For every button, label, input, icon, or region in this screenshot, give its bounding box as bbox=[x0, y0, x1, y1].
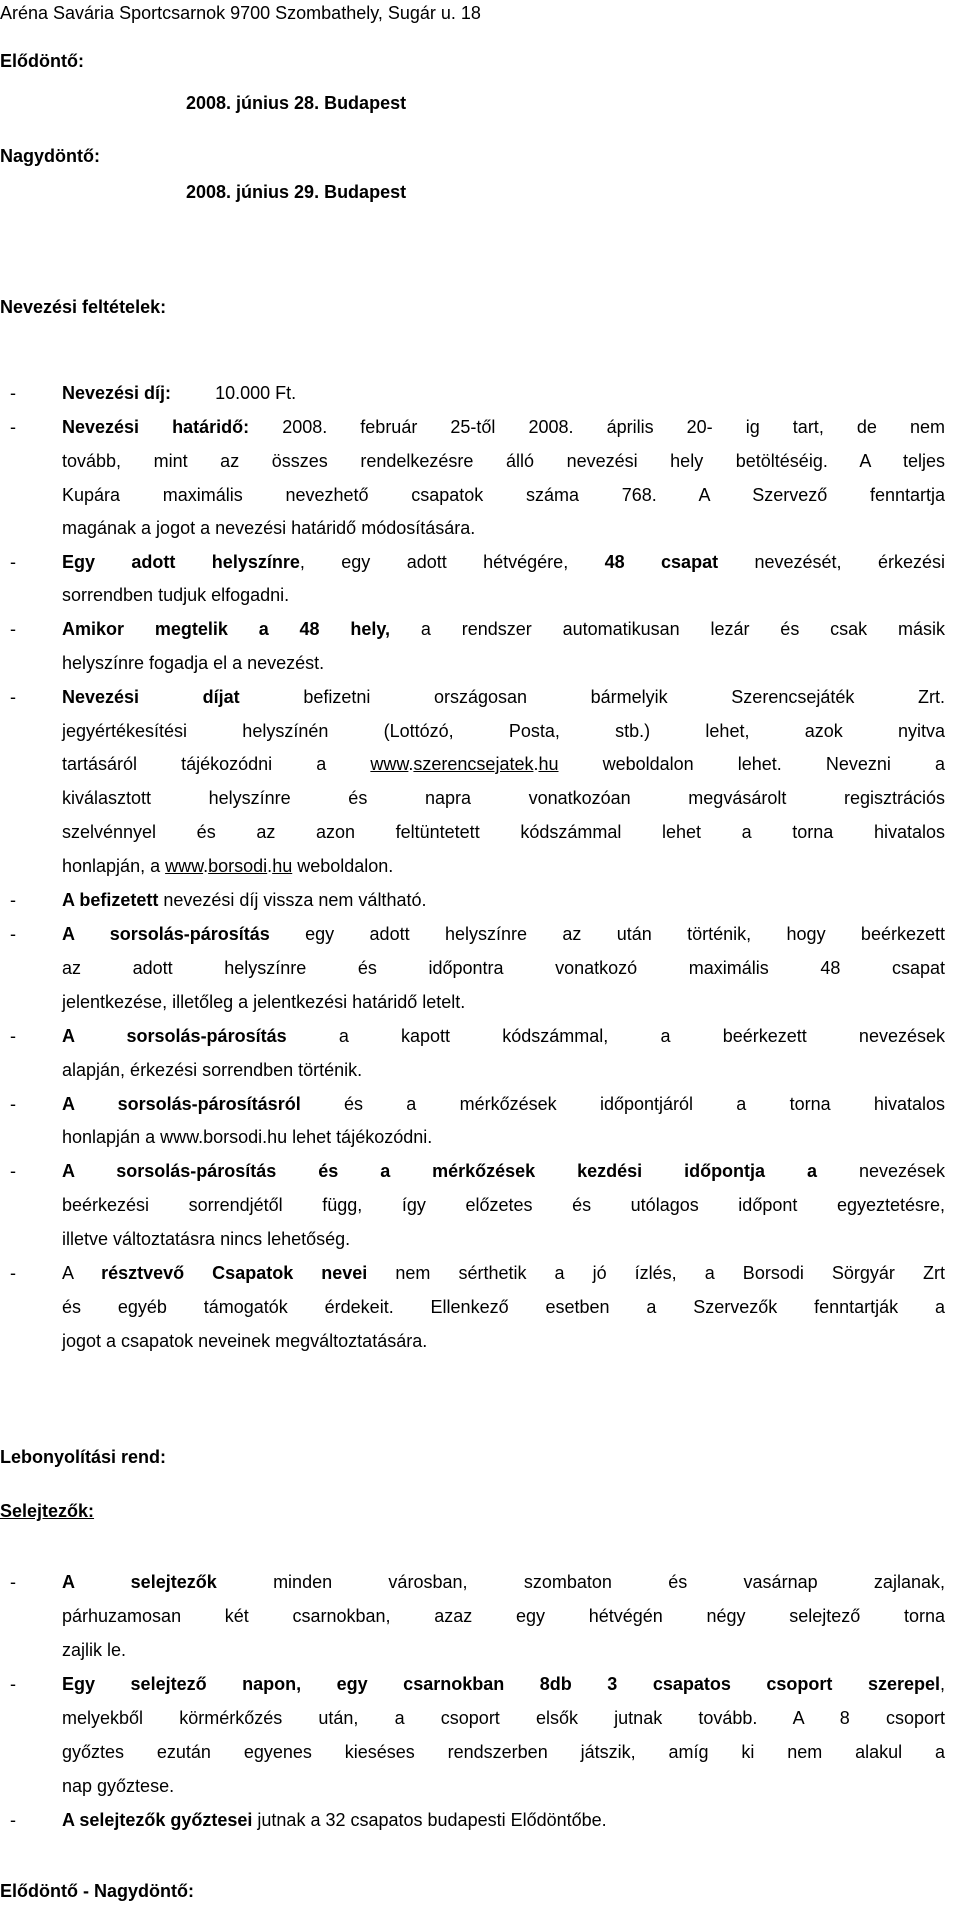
nagydonto-label: Nagydöntő: bbox=[0, 146, 100, 166]
bullet-dash: - bbox=[10, 383, 16, 403]
bullet-dash: - bbox=[10, 1810, 16, 1830]
nagydonto-date: 2008. június 29. Budapest bbox=[186, 182, 407, 202]
item4-line-5: szelvénnyel és az azon feltüntetett kódszámmal lehet a torna hivatalos bbox=[62, 822, 945, 842]
borsodi-link[interactable]: www.borsodi.hu bbox=[165, 856, 293, 876]
s2-line-3: győztes ezután egyenes kieséses rendszerben játszik, amíg ki nem alakul a bbox=[62, 1742, 945, 1762]
nevezesi-dij bbox=[62, 384, 296, 402]
elodonto-label: Elődöntő: bbox=[0, 51, 84, 71]
dij-value: 10.000 Ft. bbox=[215, 383, 297, 403]
hatarido-line-2: tovább, mint az összes rendelkezésre álló nevezési hely betöltéséig. A teljes bbox=[62, 451, 945, 471]
s2-line-2: melyekből körmérkőzés után, a csoport elsők jutnak tovább. A 8 csoport bbox=[62, 1708, 945, 1728]
item4-line-1: Nevezési díjat befizetni országosan bármelyik Szerencsejáték Zrt. bbox=[62, 687, 945, 707]
s2-line-1: Egy selejtező napon, egy csarnokban 8db 3 csapatos csoport szerepel, bbox=[62, 1674, 945, 1694]
item10-line-2: és egyéb támogatók érdekeit. Ellenkező esetben a Szervezők fenntartják a bbox=[62, 1297, 945, 1317]
item8-line-1: A sorsolás-párosításról és a mérkőzések időpontjáról a torna hivatalos bbox=[62, 1094, 945, 1114]
item5-line-1: A befizetett nevezési díj vissza nem váltható. bbox=[62, 890, 427, 910]
elodonto-nagydonto-heading: Elődöntő - Nagydöntő: bbox=[0, 1881, 194, 1901]
bullet-dash: - bbox=[10, 619, 16, 639]
bullet-dash: - bbox=[10, 1161, 16, 1181]
bullet-dash: - bbox=[10, 417, 16, 437]
hatarido-line-4: magának a jogot a nevezési határidő módosítására. bbox=[62, 518, 476, 538]
item9-line-3: illetve változtatásra nincs lehetőség. bbox=[62, 1229, 351, 1249]
bullet-dash: - bbox=[10, 552, 16, 572]
hatarido-label: Nevezési határidő: bbox=[62, 417, 250, 437]
s1-line-1: A selejtezők minden városban, szombaton és vasárnap zajlanak, bbox=[62, 1572, 945, 1592]
bullet-dash: - bbox=[10, 924, 16, 944]
lebonyolitasi-heading: Lebonyolítási rend: bbox=[0, 1447, 167, 1467]
item4-line-4: kiválasztott helyszínre és napra vonatkozóan megvásárolt regisztrációs bbox=[62, 788, 945, 808]
bullet-dash: - bbox=[10, 1026, 16, 1046]
item7-line-2: alapján, érkezési sorrendben történik. bbox=[62, 1060, 363, 1080]
selejtezok-heading: Selejtezők: bbox=[0, 1501, 95, 1521]
s2-line-4: nap győztese. bbox=[62, 1776, 175, 1796]
item2-line-2: sorrendben tudjuk elfogadni. bbox=[62, 585, 290, 605]
item10-line-1: A résztvevő Csapatok nevei nem sérthetik a jó ízlés, a Borsodi Sörgyár Zrt bbox=[62, 1263, 945, 1283]
item3-line-1: Amikor megtelik a 48 hely, a rendszer automatikusan lezár és csak másik bbox=[62, 619, 945, 639]
hatarido-text: 2008. február 25-től 2008. április 20- ig tart, de nem bbox=[282, 417, 945, 437]
item4-line-2: jegyértékesítési helyszínén (Lottózó, Posta, stb.) lehet, azok nyitva bbox=[62, 721, 945, 741]
bullet-dash: - bbox=[10, 1572, 16, 1592]
header-address: Aréna Savária Sportcsarnok 9700 Szombathely, Sugár u. 18 bbox=[0, 3, 481, 23]
item9-line-2: beérkezési sorrendjétől függ, így előzetes és utólagos időpont egyeztetésre, bbox=[62, 1195, 945, 1215]
bullet-dash: - bbox=[10, 1094, 16, 1114]
s3-line-1: A selejtezők győztesei jutnak a 32 csapatos budapesti Elődöntőbe. bbox=[62, 1810, 607, 1830]
item4-line-3: tartásáról tájékozódni a www.szerencsejatek.hu weboldalon lehet. Nevezni a bbox=[62, 754, 946, 774]
item3-line-2: helyszínre fogadja el a nevezést. bbox=[62, 653, 325, 673]
s1-line-2: párhuzamosan két csarnokban, azaz egy hétvégén négy selejtező torna bbox=[62, 1606, 945, 1626]
hatarido-line-1 bbox=[62, 418, 945, 436]
bullet-dash: - bbox=[10, 687, 16, 707]
item2-line-1: Egy adott helyszínre, egy adott hétvégére, 48 csapat nevezését, érkezési bbox=[62, 552, 945, 572]
item8-line-2: honlapján a www.borsodi.hu lehet tájékozódni. bbox=[62, 1127, 433, 1147]
hatarido-line-3: Kupára maximális nevezhető csapatok száma 768. A Szervező fenntartja bbox=[62, 485, 945, 505]
bullet-dash: - bbox=[10, 1674, 16, 1694]
item6-line-2: az adott helyszínre és időpontra vonatkozó maximális 48 csapat bbox=[62, 958, 945, 978]
item4-line-6: honlapján, a www.borsodi.hu weboldalon. bbox=[62, 856, 394, 876]
bullet-dash: - bbox=[10, 1263, 16, 1283]
dij-label: Nevezési díj: bbox=[62, 383, 172, 403]
szerencsejatek-link[interactable]: www.szerencsejatek.hu bbox=[370, 754, 559, 774]
nevezesi-heading: Nevezési feltételek: bbox=[0, 297, 167, 317]
item10-line-3: jogot a csapatok neveinek megváltoztatására. bbox=[62, 1331, 428, 1351]
item6-line-3: jelentkezése, illetőleg a jelentkezési határidő letelt. bbox=[62, 992, 466, 1012]
item9-line-1: A sorsolás-párosítás és a mérkőzések kezdési időpontja a nevezések bbox=[62, 1161, 945, 1181]
bullet-dash: - bbox=[10, 890, 16, 910]
elodonto-date: 2008. június 28. Budapest bbox=[186, 93, 407, 113]
item6-line-1: A sorsolás-párosítás egy adott helyszínre az után történik, hogy beérkezett bbox=[62, 924, 945, 944]
s1-line-3: zajlik le. bbox=[62, 1640, 127, 1660]
item7-line-1: A sorsolás-párosítás a kapott kódszámmal, a beérkezett nevezések bbox=[62, 1026, 945, 1046]
